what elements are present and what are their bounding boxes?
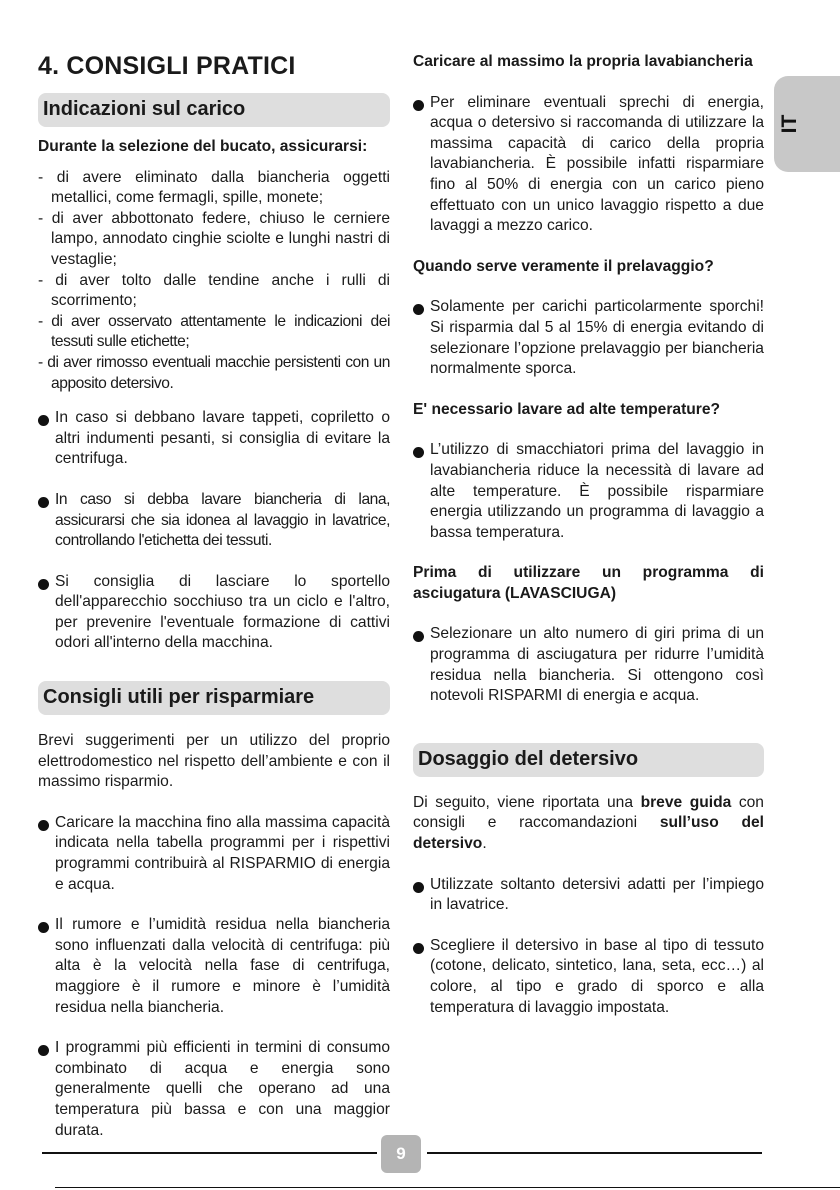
tip-question: E' necessario lavare ad alte temperature?: [413, 400, 721, 418]
bullet-icon: [38, 579, 49, 590]
detergent-bullet: Utilizzate soltanto detersivi adatti per l’impiego in lavatrice.: [413, 875, 764, 916]
tip-answer: Per eliminare eventuali sprechi di energia, acqua o detersivo si raccomanda di utilizzare la massima capacità di carico della propria lavabiancheria. È possibile infatti risparmiare fino al 50% di energia con un carico pieno effettuato con un unico lavaggio rispetto a due lavaggi a mezzo carico.: [413, 93, 764, 237]
save-bullet: Caricare la macchina fino alla massima capacità indicata nella tabella programmi per i rispettivi programmi contribuirà al RISPARMIO di energia e acqua.: [38, 813, 390, 895]
tip-question: Prima di utilizzare un programma di asciugatura (LAVASCIUGA): [413, 564, 764, 602]
bullet-icon: [38, 820, 49, 831]
bullet-icon: [38, 415, 49, 426]
tip-answer: Solamente per carichi particolarmente sporchi! Si risparmia dal 5 al 15% di energia evitando di selezionare l’opzione prelavaggio per biancheria normalmente sporca.: [413, 297, 764, 379]
bullet-icon: [413, 882, 424, 893]
bullet-icon: [38, 497, 49, 508]
language-tab: [774, 76, 840, 172]
bottom-rule: [55, 1187, 840, 1188]
bullet-icon: [413, 100, 424, 111]
tip-answer: L’utilizzo di smacchiatori prima del lavaggio in lavabiancheria riduce la necessità di lavare ad alte temperature. È possibile risparmiare energia utilizzando un programma di lavaggio a bassa temperatura.: [413, 440, 764, 543]
load-bullet: Si consiglia di lasciare lo sportello dell'apparecchio socchiuso tra un ciclo e l'altro, per prevenire l'eventuale formazione di cattivi odori all'interno della macchina.: [38, 572, 390, 654]
bullet-icon: [38, 922, 49, 933]
bullet-icon: [413, 304, 424, 315]
bullet-icon: [413, 447, 424, 458]
page-number: 9: [381, 1135, 421, 1173]
detergent-section-heading: Dosaggio del detersivo: [413, 743, 764, 777]
tip-question: Quando serve veramente il prelavaggio?: [413, 257, 714, 275]
save-bullet: I programmi più efficienti in termini di consumo combinato di acqua e energia sono generalmente quelli che operano ad una temperatura più bassa e con una maggior durata.: [38, 1038, 390, 1141]
language-label: IT: [778, 114, 801, 134]
load-item: - di avere eliminato dalla biancheria oggetti metallici, come fermagli, spille, monete;: [38, 168, 390, 207]
tip-answer: Selezionare un alto numero di giri prima di un programma di asciugatura per ridurre l’umidità residua nella biancheria. Si ottengono così notevoli RISPARMI di energia e acqua.: [413, 624, 764, 706]
load-bullet: In caso si debbano lavare tappeti, copriletto o altri indumenti pesanti, si consiglia di evitare la centrifuga.: [38, 408, 390, 470]
save-intro: Brevi suggerimenti per un utilizzo del proprio elettrodomestico nel rispetto dell’ambiente e con il massimo risparmio.: [38, 732, 390, 791]
load-section-heading: Indicazioni sul carico: [38, 93, 390, 127]
footer-rule-right: [427, 1152, 762, 1154]
footer-rule-left: [42, 1152, 377, 1154]
load-item: - di aver osservato attentamente le indicazioni dei tessuti sulle etichette;: [38, 312, 390, 351]
save-bullet: Il rumore e l’umidità residua nella biancheria sono influenzati dalla velocità di centrifuga: più alta è la velocità nella fase di centrifuga, maggiore è il rumore e minore è l’umidità residua nella biancheria.: [38, 915, 390, 1018]
chapter-title: 4. CONSIGLI PRATICI: [38, 52, 296, 80]
tip-question: Caricare al massimo la propria lavabiancheria: [413, 53, 753, 70]
load-item: - di aver tolto dalle tendine anche i rulli di scorrimento;: [38, 271, 390, 310]
save-section-heading: Consigli utili per risparmiare: [38, 681, 390, 715]
bullet-icon: [38, 1045, 49, 1056]
load-item: - di aver abbottonato federe, chiuso le cerniere lampo, annodato cinghie sciolte e lunghi nastri di vestaglie;: [38, 209, 390, 268]
bullet-icon: [413, 631, 424, 642]
load-item: - di aver rimosso eventuali macchie persistenti con un apposito detersivo.: [38, 353, 390, 392]
detergent-intro: Di seguito, viene riportata una breve guida con consigli e raccomandazioni sull’uso del detersivo.: [413, 793, 765, 853]
left-column: [38, 52, 390, 1141]
right-column: [413, 52, 764, 1018]
detergent-bullet: Scegliere il detersivo in base al tipo di tessuto (cotone, delicato, sintetico, lana, seta, ecc…) al colore, al tipo e grado di sporco e alla temperatura di lavaggio impostata.: [413, 936, 764, 1018]
load-bullet: In caso si debba lavare biancheria di lana, assicurarsi che sia idonea al lavaggio in lavatrice, controllando l'etichetta dei tessuti.: [38, 490, 390, 552]
load-intro: Durante la selezione del bucato, assicurarsi:: [38, 138, 368, 155]
bullet-icon: [413, 943, 424, 954]
